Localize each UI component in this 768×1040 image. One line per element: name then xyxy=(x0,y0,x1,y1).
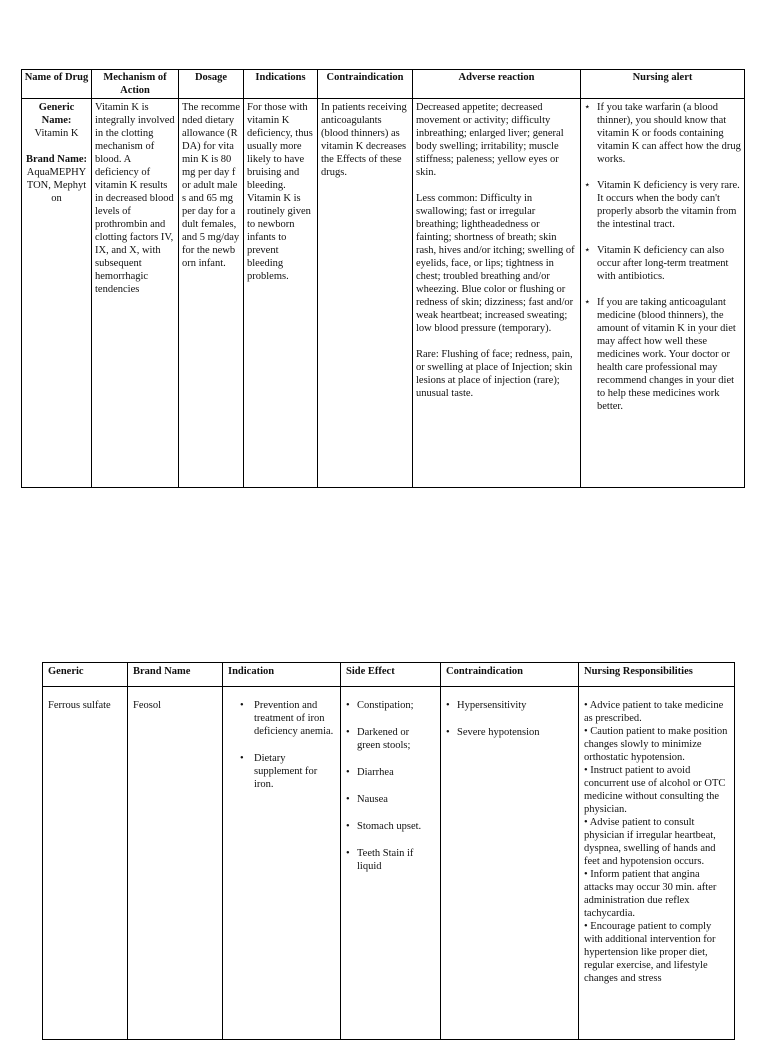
header-mechanism: Mechanism of Action xyxy=(92,70,179,99)
header-dosage: Dosage xyxy=(179,70,244,99)
nursing-alert-list xyxy=(584,101,741,413)
star-bullet-icon: ⋆ xyxy=(584,297,591,308)
generic-value: Vitamin K xyxy=(34,128,79,139)
list-item: • Encourage patient to comply with additional intervention for hypertension like proper diet, regular exercise, and lifestyle changes and stress xyxy=(584,921,716,984)
brand-value: AquaMEPHYTON, Mephyton xyxy=(26,167,87,204)
bullet-icon: • xyxy=(346,794,350,805)
bullet-icon: • xyxy=(346,821,350,832)
adverse-common: Decreased appetite; decreased movement or activity; difficulty inbreathing; enlarged liver; general body swelling; irritability; muscle stiffness; paleness; yellow eyes or skin. xyxy=(416,102,564,178)
header-adverse-reaction: Adverse reaction xyxy=(413,70,581,99)
bullet-icon: • xyxy=(446,700,450,711)
indication-cell xyxy=(223,687,341,1040)
drug-name-cell xyxy=(22,99,92,488)
bullet-icon: • xyxy=(346,848,350,859)
list-item: ⋆ If you take warfarin (a blood thinner), you should know that vitamin K or foods containing vitamin K can affect how the drug works. xyxy=(584,102,741,165)
header-generic: Generic xyxy=(43,663,128,687)
header-name-of-drug: Name of Drug xyxy=(22,70,92,99)
header-side-effect: Side Effect xyxy=(341,663,441,687)
list-item: • Severe hypotension xyxy=(446,727,540,738)
generic-label: Generic Name: xyxy=(38,102,75,126)
header-contraindication: Contraindication xyxy=(318,70,413,99)
header-brand-name: Brand Name xyxy=(128,663,223,687)
list-item: • Instruct patient to avoid concurrent use of alcohol or OTC medicine without consulting the physician. xyxy=(584,765,726,815)
ferrous-sulfate-drug-table xyxy=(42,662,735,1040)
side-effect-cell xyxy=(341,687,441,1040)
contraindication-cell xyxy=(441,687,579,1040)
list-item: • Nausea xyxy=(346,794,388,805)
table-header-row xyxy=(43,663,735,687)
bullet-icon: • xyxy=(346,767,350,778)
brand-cell: Feosol xyxy=(128,687,223,1040)
star-bullet-icon: ⋆ xyxy=(584,102,591,113)
list-item: • Inform patient that angina attacks may occur 30 min. after administration due reflex tachycardia. xyxy=(584,869,717,919)
dosage-cell: The recommended dietary allowance (RDA) for vitamin K is 80 mg per day for adult males and 65 mg per day for adult females, and 5 mg/day for the newborn infant. xyxy=(179,99,244,488)
list-item: • Advise patient to consult physician if irregular heartbeat, dyspnea, swelling of hands and feet and hypotension occurs. xyxy=(584,817,716,867)
nursing-responsibilities-list xyxy=(584,699,729,985)
indication-list xyxy=(228,699,335,791)
side-effect-list xyxy=(346,699,435,873)
header-indications: Indications xyxy=(244,70,318,99)
nursing-alert-cell xyxy=(581,99,745,488)
list-item: ⋆ Vitamin K deficiency is very rare. It occurs when the body can't properly absorb the vitamin from the intestinal tract. xyxy=(584,180,740,230)
adverse-rare: Rare: Flushing of face; redness, pain, or swelling at place of Injection; skin lesions at place of injection (rare); unusual taste. xyxy=(416,349,573,399)
header-contraindication: Contraindication xyxy=(441,663,579,687)
list-item: • Stomach upset. xyxy=(346,821,422,832)
generic-cell: Ferrous sulfate xyxy=(43,687,128,1040)
bullet-icon: • xyxy=(346,727,350,738)
list-item: • Hypersensitivity xyxy=(446,700,527,711)
indications-cell: For those with vitamin K deficiency, thus usually more likely to have bruising and bleeding. Vitamin K is routinely given to newborn infants to prevent bleeding problems. xyxy=(244,99,318,488)
star-bullet-icon: ⋆ xyxy=(584,245,591,256)
list-item: • Teeth Stain if liquid xyxy=(346,848,414,872)
nursing-responsibilities-cell xyxy=(579,687,735,1040)
list-item: • Darkened or green stools; xyxy=(346,727,411,751)
list-item: ⋆ If you are taking anticoagulant medicine (blood thinners), the amount of vitamin K in your diet may affect how well these medicines work. Your doctor or health care professional may recommend changes in your diet to help these medicines work better. xyxy=(584,297,736,412)
list-item: • Caution patient to make position changes slowly to minimize orthostatic hypotension. xyxy=(584,726,728,763)
brand-label: Brand Name: xyxy=(26,154,87,165)
mechanism-cell: Vitamin K is integrally involved in the clotting mechanism of blood. A deficiency of vitamin K results in decreased blood levels of prothrombin and clotting factors IV, IX, and X, with subsequent hemorrhagic tendencies xyxy=(92,99,179,488)
vitamin-k-drug-table xyxy=(21,69,745,488)
star-bullet-icon: ⋆ xyxy=(584,180,591,191)
table-row xyxy=(22,99,745,488)
list-item: • Diarrhea xyxy=(346,767,394,778)
adverse-less-common: Less common: Difficulty in swallowing; fast or irregular breathing; lightheadedness or fainting; shortness of breath; skin rash, hives and/or itching; swelling of eyelids, face, or lips; tightness in chest; troubled breathing and/or wheezing. Blue color or flushing or redness of skin; dizziness; fast and/or weak heartbeat; increased sweating; low blood pressure (temporary). xyxy=(416,193,575,334)
bullet-icon: • xyxy=(446,727,450,738)
bullet-icon: • xyxy=(240,700,244,711)
header-nursing-alert: Nursing alert xyxy=(581,70,745,99)
list-item: ⋆ Vitamin K deficiency can also occur after long-term treatment with antibiotics. xyxy=(584,245,729,282)
header-nursing-responsibilities: Nursing Responsibilities xyxy=(579,663,735,687)
header-indication: Indication xyxy=(223,663,341,687)
contraindication-list xyxy=(446,699,573,739)
list-item: • Dietary supplement for iron. xyxy=(240,753,318,790)
list-item: • Prevention and treatment of iron deficiency anemia. xyxy=(240,700,334,737)
list-item: • Constipation; xyxy=(346,700,414,711)
bullet-icon: • xyxy=(240,753,244,764)
adverse-reaction-cell xyxy=(413,99,581,488)
table-header-row xyxy=(22,70,745,99)
bullet-icon: • xyxy=(346,700,350,711)
table-row xyxy=(43,687,735,1040)
list-item: • Advice patient to take medicine as prescribed. xyxy=(584,700,724,724)
contraindication-cell: In patients receiving anticoagulants (blood thinners) as vitamin K decreases the Effects of these drugs. xyxy=(318,99,413,488)
